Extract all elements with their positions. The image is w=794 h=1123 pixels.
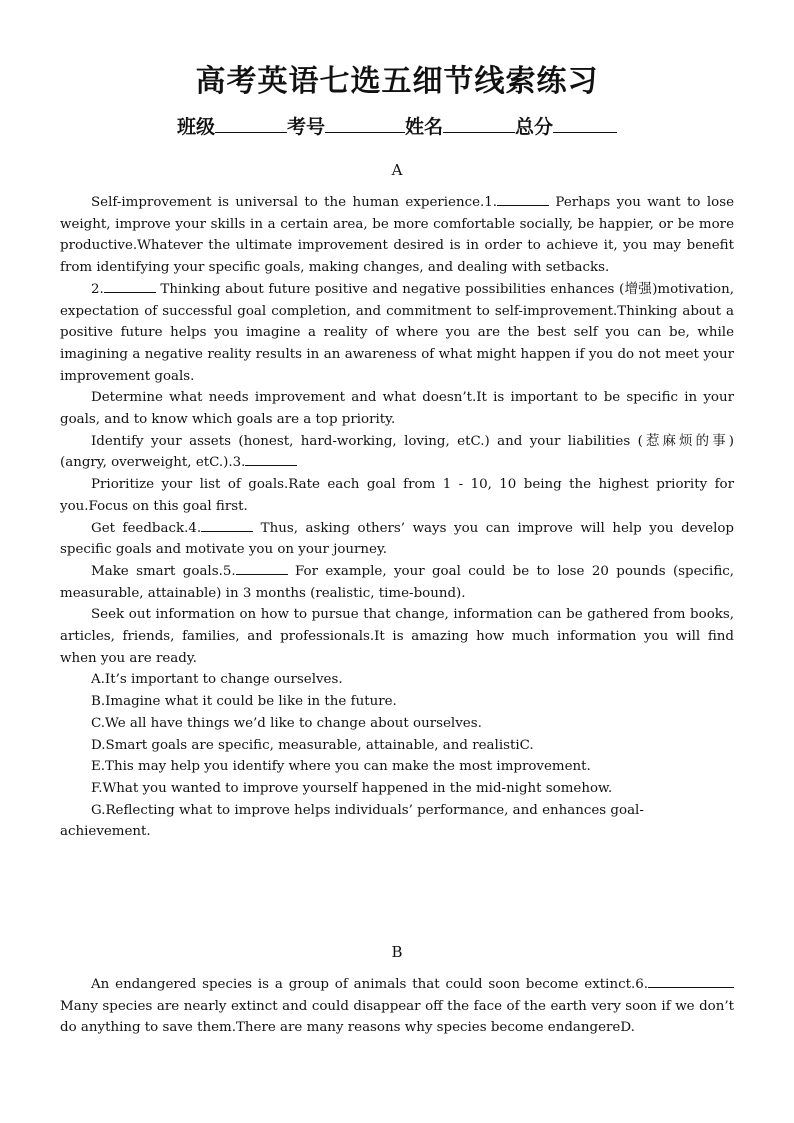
paragraph: Prioritize your list of goals.Rate each goal from 1 - 10, 10 being the highest priority for you.Focus on this goal first. (60, 477, 734, 514)
student-info-line (0, 114, 794, 140)
blank-2[interactable] (104, 279, 156, 293)
blank-3[interactable] (245, 452, 297, 466)
section-a-label: A (391, 161, 403, 179)
name-label: 姓名 (405, 116, 444, 138)
paragraph: Make smart goals.5. For example, your goal could be to lose 20 pounds (specific, measurable, attainable) in 3 months (realistic, time-bound). (60, 561, 734, 604)
option-a: A.It’s important to change ourselves. (91, 672, 343, 688)
option-g: G.Reflecting what to improve helps individuals’ performance, and enhances goal-achievement. (60, 802, 644, 840)
option-b: B.Imagine what it could be like in the future. (91, 694, 397, 710)
option-f: F.What you wanted to improve yourself happened in the mid-night somehow. (91, 780, 613, 796)
name-blank[interactable] (443, 114, 515, 133)
blank-1[interactable] (497, 192, 549, 206)
paragraph: Identify your assets (honest, hard-working, loving, etC.) and your liabilities (惹麻烦的事) (angry, overweight, etC.).3. (60, 433, 734, 471)
exam-no-label: 考号 (286, 116, 325, 138)
blank-4[interactable] (201, 518, 253, 532)
paragraph: Get feedback.4. Thus, asking others’ ways you can improve will help you develop specific goals and motivate you on your journey. (60, 518, 734, 561)
blank-5[interactable] (236, 561, 288, 575)
page-title: 高考英语七选五细节线索练习 (195, 64, 599, 99)
blank-6[interactable] (648, 974, 734, 988)
section-b-label: B (391, 943, 403, 961)
paragraph: Determine what needs improvement and what doesn’t.It is important to be specific in your goals, and to know which goals are a top priority. (60, 390, 734, 428)
paragraph: 2. Thinking about future positive and negative possibilities enhances (增强)motivation, expectation of successful goal completion, and commitment to self-improvement.Thinking about a positive future helps you imagine a reality of where you are the best self you can be, while imagining a negative reality results in an awareness of what might happen if you do not meet your improvement goals. (60, 279, 734, 388)
section-a-text (60, 192, 734, 843)
class-blank[interactable] (215, 114, 287, 133)
paragraph: Seek out information on how to pursue that change, information can be gathered from books, articles, friends, families, and professionals.It is amazing how much information you will find when you are ready. (60, 607, 734, 666)
paragraph: Self-improvement is universal to the human experience.1. Perhaps you want to lose weight, improve your skills in a certain area, be more comfortable socially, be happier, or be more productive.Whatever the ultimate improvement desired is in order to achieve it, you may benefit from identifying your specific goals, making changes, and dealing with setbacks. (60, 192, 734, 279)
section-b-text (60, 974, 734, 1039)
class-label: 班级 (176, 116, 215, 138)
paragraph: An endangered species is a group of animals that could soon become extinct.6.Many species are nearly extinct and could disappear off the face of the earth very soon if we don’t do anything to save them.There are many reasons why species become endangereD. (60, 974, 734, 1039)
option-e: E.This may help you identify where you can make the most improvement. (91, 759, 591, 775)
option-c: C.We all have things we’d like to change about ourselves. (91, 715, 482, 731)
option-d: D.Smart goals are specific, measurable, attainable, and realistiC. (91, 737, 534, 753)
score-label: 总分 (515, 116, 554, 138)
exam-no-blank[interactable] (325, 114, 405, 133)
score-blank[interactable] (553, 114, 617, 133)
